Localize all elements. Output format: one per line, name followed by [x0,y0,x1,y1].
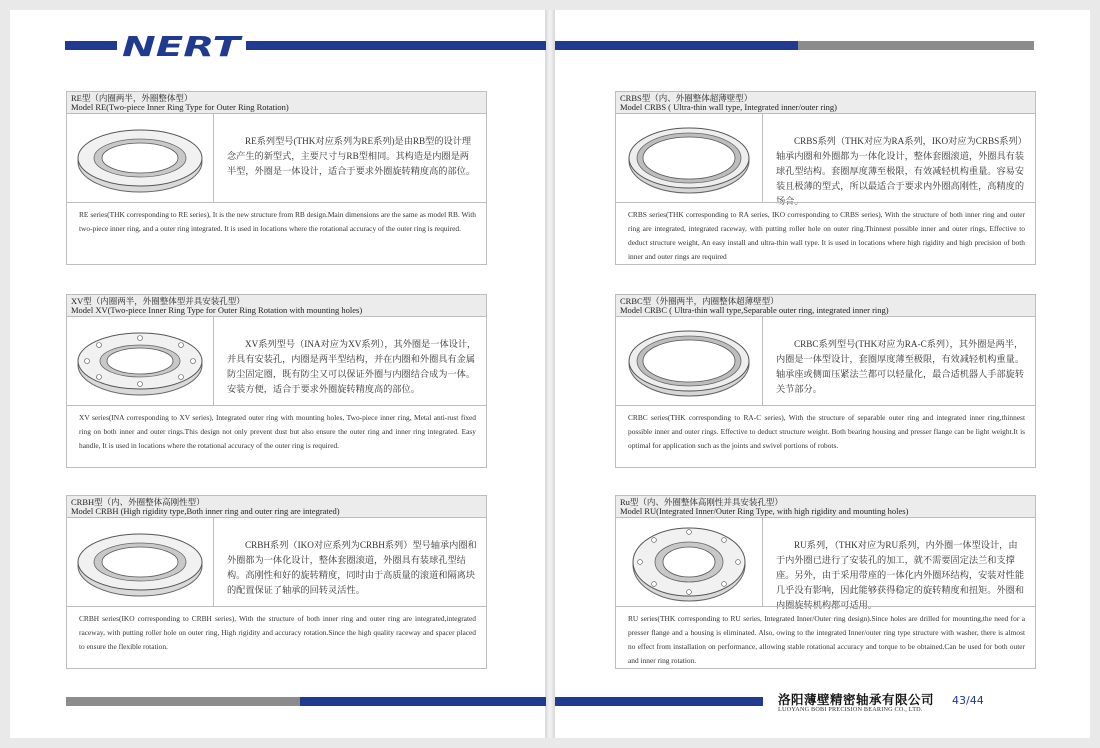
divider [762,202,1035,203]
product-box-crbh [66,495,487,669]
product-title-en: Model CRBC ( Ultra-thin wall type,Separable outer ring, integrated inner ring) [620,305,889,315]
product-desc-zh: CRBC系列型号(THK对应为RA-C系列），其外圈是两半，内圈是一体型设计，套圈厚度薄至极限，有效减轻机构重量。轴承座或侧面压紧法兰都可以轻量化，最合适机器人手部旋转关节部分。 [776,339,1025,394]
product-title-zh: CRBC型（外圈两半，内圈整体超薄壁型） [620,296,779,306]
footer-bar-navy-1 [300,697,546,706]
divider [762,606,1035,607]
product-title-zh: CRBS型（内、外圈整体超薄壁型） [620,93,753,103]
footer-bar-gray [66,697,300,706]
product-desc-en: RE series(THK corresponding to RE series), It is the new structure from RB design.Main dimensions are the same as model RB. With two-piece inner ring, and a outer ring integrated. It is used in locations where the rotational accuracy of the outer ring is required. [79,210,476,233]
product-title [616,295,1035,317]
product-image [616,114,763,203]
product-desc-en: CRBC series(THK corresponding to RA-C series), With the structure of separable outer ring and integrated inner ring,thinnest possible inner and outer rings. Effective to deduct structure weight. Both bearing housing and presser flange can be light weight.It is optimal for application such as the joints and swivel portions of robots. [628,413,1025,450]
header-bar-navy-2 [555,41,798,50]
bearing-flange-holes-icon [616,518,762,606]
product-title [67,295,486,317]
product-title [67,496,486,518]
svg-text:NERT: NERT [122,31,243,61]
footer-bar-navy-2 [555,697,763,706]
product-image [67,518,214,607]
product-image [67,317,214,406]
product-image [616,317,763,406]
divider [213,606,486,607]
product-desc-en: RU series(THK corresponding to RU series, Integrated Inner/Outer ring design).Since holes are drilled for mounting,the need for a presser flange and a housing is eliminated. Also, owing to the integrated Inner/outer ring type structure with washer, there is almost no effect from installation on performance, allowing stable rotational accuracy and torque to be obtained.Can be used for both outer and inner ring rotation. [628,614,1025,665]
product-desc-zh: XV系列型号（INA对应为XV系列），其外圈是一体设计，并具有安装孔，内圈是两半型结构，并在内圈和外圈具有金属防尘固定圈，既有防尘又可以保证外圈与内圈结合成为一体。安装方便，适合于要求外圈旋转精度高的部位。 [227,339,477,394]
product-title-en: Model XV(Two-piece Inner Ring Type for Outer Ring Rotation with mounting holes) [71,305,363,315]
header-bar-navy-1 [246,41,546,50]
product-box-ru [615,495,1036,669]
page-number: 43/44 [952,694,984,707]
divider [762,405,1035,406]
product-title-en: Model CRBS ( Ultra-thin wall type, Integrated inner/outer ring) [620,102,837,112]
product-title-zh: Ru型（内、外圈整体高刚性并具安装孔型） [620,497,783,507]
product-desc-en: CRBH series(IKO corresponding to CRBH series), With the structure of both inner ring and outer ring are integrated,integrated raceway, with putting roller hole on outer ring, High rigidity and accuracy rotation.Since the high quality raceway and spacer placed to ensure the flexible rotation. [79,614,476,651]
product-image [67,114,214,203]
product-desc-en: CRBS series(THK corresponding to RA series, IKO corresponding to CRBS series), With the structure of both inner ring and outer ring are integrated, integrated raceway, with putting roller hole on outer ring.Thinnest possible inner and outer rings, Effective to deduct structure weight, An easy install and ultra-thin wall type. It is used in locations where high rigidity and high precision of both inner and outer rings are required [628,210,1025,261]
product-image [616,518,763,607]
divider [213,202,486,203]
product-box-re [66,91,487,265]
bearing-ring-icon [67,114,213,202]
thin-bearing-ring-icon [616,317,762,405]
product-title-en: Model CRBH (High rigidity type,Both inner ring and outer ring are integrated) [71,506,340,516]
product-box-xv [66,294,487,468]
header-bar-left [65,41,117,50]
product-desc-zh: CRBS系列（THK对应为RA系列，IKO对应为CRBS系列）轴承内圈和外圈都为一体化设计，整体套圈滚道，外圈具有装球孔型结构。套圈厚度薄至极限，有效减轻机构重量。容易安装且极薄的型式，所以最适合于要求内外圈高刚性，高精度的场合。 [776,136,1025,206]
product-title-zh: XV型（内圈两半，外圈整体型并具安装孔型） [71,296,245,306]
company-name-en: LUOYANG BOBI PRECISION BEARING CO., LTD. [778,706,923,713]
product-title [67,92,486,114]
divider [213,405,486,406]
product-desc-zh: CRBH系列（IKO对应系列为CRBH系列）型号轴承内圈和外圈都为一体化设计，整体套圈滚道，外圈具有装球孔型结构。高刚性和好的旋转精度，同时由于高质量的滚道和隔离块的配置保证了轴承的回转灵活性。 [227,540,477,595]
product-title-zh: CRBH型（内、外圈整体高刚性型） [71,497,205,507]
company-name-zh: 洛阳薄壁精密轴承有限公司 [778,692,935,707]
product-box-crbs [615,91,1036,265]
product-title [616,496,1035,518]
product-title-zh: RE型（内圈两半，外圈整体型） [71,93,193,103]
product-desc-en: XV series(INA corresponding to XV series), Integrated outer ring with mounting holes, Two-piece inner ring, Metal anti-rust fixed ring on both inner and outer rings.This design not only prevent dust but also ensure the outer ring and inner ring integrated. Easy handle, It is used in locations where the rotational accuracy of the outer ring is required. [79,413,476,450]
book-spine [545,10,555,738]
product-desc-zh: RE系列型号(THK对应系列为RE系列)是由RB型的设计理念产生的新型式，主要尺寸与RB型相同。其构造是内圈是两半型，外圈是一体设计，适合于要求外圈旋转精度高的部位。 [227,136,476,176]
product-box-crbc [615,294,1036,468]
product-title-en: Model RE(Two-piece Inner Ring Type for Outer Ring Rotation) [71,102,289,112]
bearing-ring-holes-icon [67,317,213,405]
product-title [616,92,1035,114]
bearing-ring-icon [67,518,213,606]
product-desc-zh: RU系列，（THK对应为RU系列，内外圈一体型设计，由于内外圈已进行了安装孔的加工，就不需要固定法兰和支撑座。另外，由于采用带座的一体化内外圈环结构，安装对性能几乎没有影响，因此能够获得稳定的旋转精度和扭矩。外圈和内圈旋转机构都可适用。 [776,540,1025,610]
nert-logo-icon [120,31,244,61]
thin-bearing-ring-icon [616,114,762,202]
product-title-en: Model RU(Integrated Inner/Outer Ring Type, with high rigidity and mounting holes) [620,506,909,516]
header-bar-gray [798,41,1034,50]
